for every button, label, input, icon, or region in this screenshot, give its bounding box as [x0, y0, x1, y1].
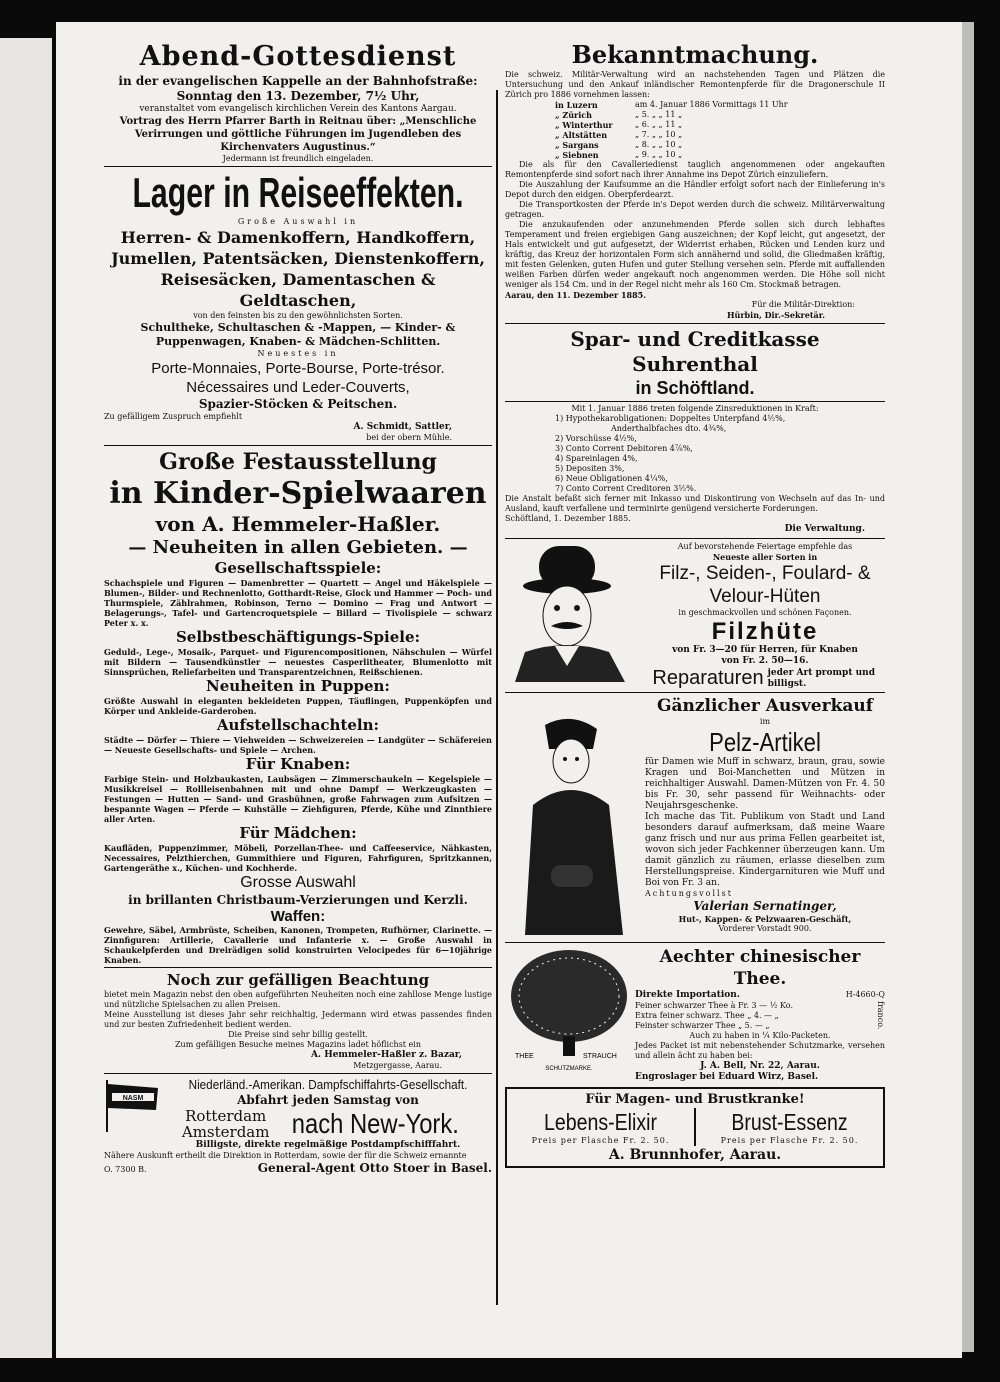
- lager-line5: Porte-Monnaies, Porte-Bourse, Porte-trésor.: [151, 360, 445, 377]
- bek-paragraphs: [505, 160, 885, 290]
- fest-section-text: Schachspiele und Figuren — Damenbretter — Quartett — Angel und Häkelspiele — Blumen-, Bilder- und Rechnenlotto, Gotthardt-Reise, Glock und Hammer — Poch- und Thurmspiele, Zählrahmen, Robinson, Terno — Domino — Frag und Antwort — Belagerungs-, Tafel- und Gartencroquetspiele — Billard — Tivolispiele — schwarz Peter x. x.: [104, 578, 492, 628]
- lager-signature: A. Schmidt, Sattler,: [353, 422, 452, 432]
- flag-text: NASM: [122, 1095, 144, 1102]
- bek-schedule: [505, 100, 885, 160]
- ad-bekanntmachung: [505, 40, 885, 320]
- elix-product-a: Lebens-Elixir: [543, 1109, 657, 1135]
- bek-paragraph: Die Transportkosten der Pferde in's Depot werden durch die schweiz. Militärverwaltung getragen.: [505, 200, 885, 219]
- hut-reparaturen: Reparaturen: [652, 667, 764, 689]
- hut-line1: Auf bevorstehende Feiertage empfehle das: [677, 542, 853, 551]
- spar-item: 5) Depositen 3%,: [555, 464, 625, 473]
- fest-waffen-heading: Waffen:: [270, 908, 326, 925]
- divider: [104, 445, 492, 446]
- ad-festausstellung: [104, 448, 492, 965]
- lager-line6: Nécessaires und Leder-Couverts,: [186, 379, 410, 396]
- fest-section-heading: Aufstellschachteln:: [216, 716, 380, 734]
- divider: [505, 538, 885, 539]
- ship-rotterdam: Rotterdam: [185, 1107, 267, 1125]
- ad-ausverkauf: [505, 695, 885, 939]
- left-column: [104, 40, 492, 1176]
- fest-title2: in Kinder-Spielwaaren: [109, 476, 487, 511]
- page-edge: [962, 22, 974, 1352]
- bek-text: Die schweiz. Militär-Verwaltung wird an nachstehenden Tagen und Plätzen die Untersuchung und den Ankauf inländischer Remontenpferde für die Dragonerschule II Zürich pro 1886 vornehmen lassen:: [505, 70, 885, 99]
- bek-time: „ 7. „ „ 10 „: [635, 130, 683, 139]
- thee-price-row: Extra feiner schwarz. Thee „ 4. — „: [635, 1011, 779, 1020]
- fest-sections: [104, 559, 492, 873]
- elix-heading: Für Magen- und Brustkranke!: [585, 1092, 805, 1107]
- lager-line8: Zu gefälligem Zuspruch empfiehlt: [104, 412, 243, 421]
- bek-time: „ 9. „ „ 10 „: [635, 150, 683, 159]
- ad-noch-beachtung: [104, 970, 492, 1071]
- bek-time: „ 8. „ „ 10 „: [635, 140, 683, 149]
- fest-title4: — Neuheiten in allen Gebieten. —: [128, 537, 468, 558]
- ship-agent: General-Agent Otto Stoer in Basel.: [257, 1161, 492, 1175]
- spar-heading2: in Schöftland.: [635, 378, 755, 398]
- thee-signature2: Engroslager bei Eduard Wirz, Basel.: [635, 1072, 819, 1082]
- lager-title: Lager in Reiseeffekten.: [132, 169, 464, 216]
- ship-code: O. 7300 B.: [104, 1165, 147, 1174]
- elix-divider: [694, 1108, 696, 1146]
- noch-text2: Meine Ausstellung ist dieses Jahr sehr reichhaltig, Jedermann wird etwas passendes finden und zur besten Zufriedenheit bedient werden.: [104, 1010, 492, 1029]
- noch-text4: Zum gefälligen Besuche meines Magazins ladet höflichst ein: [174, 1040, 422, 1049]
- fest-section-text: Geduld-, Lege-, Mosaik-, Parquet- und Figurencompositionen, Nähschulen — Würfel mit Bildern — Tausendkünstler — neuestes Casperlitheater, Blumenlotto mit Sinnsprüchen, Reliefarbeiten und Transparentzeichnen, Reißschienen.: [104, 647, 492, 677]
- tm-thee: THEE: [515, 1053, 534, 1060]
- fest-section-text: Farbige Stein- und Holzbaukasten, Laubsägen — Zimmerschaukeln — Kegelspiele — Musikkreisel — Rollleisenbahnen mit und ohne Dampf — Werkzeugkasten — Festungen — Hutten — Sand- und Grasbühnen, große Fahrwagen zum Aufsitzen — bespannte Wagen — Pferde — Kuhställe — Ziehfiguren, Pferde, Kühe und Zinnthiere aller Arten.: [104, 774, 492, 824]
- column-divider: [496, 90, 498, 1305]
- fest-waffen-text: Gewehre, Säbel, Armbrüste, Scheiben, Kanonen, Trompeten, Rufhörner, Clarinette. — Zinnfiguren: Artillerie, Cavallerie und Infanterie x. — Große Auswahl in Schaukelpferden und Dreirädigen solid konstruirten Velocipedes für 6—10jährige Knaben.: [104, 925, 492, 965]
- bek-paragraph: Die Auszahlung der Kaufsumme an die Händler erfolgt sofort nach der Einlieferung in's Depot durch den eidgen. Oberpferdearzt.: [505, 180, 885, 199]
- abend-line2: Sonntag den 13. Dezember, 7½ Uhr,: [176, 89, 420, 103]
- tm-strauch: STRAUCH: [583, 1053, 617, 1060]
- bek-date: Aarau, den 11. Dezember 1885.: [505, 290, 647, 300]
- ad-dampfschiff: [104, 1076, 492, 1176]
- spar-item: 7) Conto Corrent Creditoren 3½%.: [555, 484, 697, 493]
- elix-price-b: Preis per Flasche Fr. 2. 50.: [720, 1136, 859, 1145]
- divider: [505, 323, 885, 324]
- bek-place: „ Winterthur: [555, 120, 613, 130]
- ad-sparkasse: [505, 327, 885, 535]
- abend-line1: in der evangelischen Kappelle an der Bahnhofstraße:: [118, 74, 478, 88]
- abend-title: Abend-Gottesdienst: [139, 41, 457, 72]
- fest-grosse: Grosse Auswahl: [240, 874, 356, 891]
- bek-schedule-row: [555, 130, 885, 140]
- thee-price-row: Feinster schwarzer Thee „ 5. — „: [635, 1021, 770, 1030]
- aus-text3: Achtungsvollst: [645, 889, 733, 898]
- lager-signature2: bei der obern Mühle.: [366, 433, 452, 442]
- spar-text: Die Anstalt befaßt sich ferner mit Inkasso und Diskontirung von Wechseln auf das In- und Ausland, kauft verfallene und terminirte genügend versicherte Forderungen.: [505, 494, 885, 513]
- thee-signature: J. A. Bell, Nr. 22, Aarau.: [700, 1061, 820, 1071]
- bek-paragraph: Die anzukaufenden oder anzunehmenden Pferde sollen sich durch lebhaftes Temperament und freien ergiebigen Gang auszeichnen; der Kopf leicht, gut angesetzt, der Hals entwickelt und gut aufgesetzt, der Widerrist erhaben, Rücken und Lenden kurz und kräftig, das Kreuz der horizontalen Form sich annähernd und solid, die Gliedmaßen kräftig, mit festen Gelenken, guten Hufen und guter Stellung versehen sein. Pferde mit auffallenden weißen Farben dürfen weder angekauft noch angenommen werden. Die Höhe soll nicht weniger als 154 Cm. und in der Regel nicht mehr als 160 Cm. Stockmaß betragen.: [505, 220, 885, 289]
- spar-date: Schöftland, 1. Dezember 1885.: [505, 514, 631, 523]
- lager-sub: Große Auswahl in: [237, 217, 359, 226]
- aus-text2: Ich mache das Tit. Publikum von Stadt und Land besonders darauf aufmerksam, daß meine Waare ganz frisch und nur aus prima Fellen gearbeitet ist, wovon sich jeder Fachkenner überzeugen kann. Um damit gänzlich zu räumen, erlasse dieselben zum Herstellungspreise. Kindergarnituren wie Muff und Boi von Fr. 3 an.: [645, 812, 885, 888]
- bek-schedule-row: [555, 120, 885, 130]
- aus-heading: Gänzlicher Ausverkauf: [656, 696, 874, 716]
- aus-pelz: Pelz-Artikel: [709, 727, 821, 757]
- spar-heading1: Spar- und Creditkasse Suhrenthal: [570, 327, 820, 376]
- bek-for: Für die Militär-Direktion:: [751, 300, 855, 309]
- thee-line3: Jedes Packet ist mit nebenstehender Schutzmarke, versehen und allein ächt zu haben bei:: [635, 1041, 885, 1060]
- fest-title3: von A. Hemmeler-Haßler.: [155, 512, 441, 536]
- noch-signature2: Metzgergasse, Aarau.: [353, 1061, 442, 1070]
- ad-abend-gottesdienst: [104, 40, 492, 164]
- noch-text1: bietet mein Magazin nebst den oben aufgeführten Neuheiten noch eine zahllose Menge lustige und nützliche Spielsachen zu allen Preisen.: [104, 990, 492, 1009]
- aus-text1: für Damen wie Muff in schwarz, braun, grau, sowie Kragen und Boi-Manchetten und Mützen in reichhaltiger Auswahl. Damen-Mützen von Fr. 4. 50 bis Fr. 30, sehr passend für Weihnachts- oder Neujahrsgeschenke.: [645, 757, 885, 811]
- lager-line2: von den feinsten bis zu den gewöhnlichsten Sorten.: [193, 311, 403, 320]
- lager-line4: Neuestes in: [257, 349, 339, 358]
- spar-items: [505, 414, 885, 494]
- flag-icon: [104, 1076, 164, 1151]
- thee-franco: franco.: [876, 1001, 885, 1030]
- lager-line3: Schultheke, Schultaschen & -Mappen, — Kinder- & Puppenwagen, Knaben- & Mädchen-Schlitten.: [140, 321, 456, 348]
- hut-big2: Velour-Hüten: [709, 586, 821, 607]
- lager-items: Herren- & Damenkoffern, Handkoffern, Jumellen, Patentsäcken, Dienstenkoffern, Reisesäcken, Damentaschen & Geldtaschen,: [111, 228, 485, 310]
- lady-portrait: [505, 695, 645, 939]
- abend-line3: veranstaltet vom evangelisch kirchlichen Verein des Kantons Aargau.: [139, 104, 457, 114]
- divider: [505, 692, 885, 693]
- fest-section-heading: Für Knaben:: [245, 755, 351, 773]
- fest-section-heading: Neuheiten in Puppen:: [206, 677, 390, 695]
- elix-signature: A. Brunnhofer, Aarau.: [608, 1147, 782, 1163]
- fest-title1: Große Festausstellung: [159, 449, 437, 475]
- divider: [505, 942, 885, 943]
- bek-heading: Bekanntmachung.: [571, 40, 819, 69]
- ad-hutgeschaeft: [505, 542, 885, 690]
- ad-elixir: [505, 1087, 885, 1168]
- bek-paragraph: Die als für den Cavalleriedienst tauglich angenommenen oder angekauften Remontenpferde sind sofort nach ihrer Annahme ins Depot Zürich einzuliefern.: [505, 160, 885, 179]
- tm-schutzmarke: SCHUTZMARKE.: [545, 1066, 593, 1072]
- ship-newyork: nach New-York.: [292, 1108, 460, 1139]
- divider: [104, 166, 492, 167]
- thee-prices: [635, 1001, 873, 1031]
- hut-line2: Neueste aller Sorten in: [712, 552, 818, 562]
- thee-price-row: Feiner schwarzer Thee à Fr. 3 — ½ Ko.: [635, 1001, 794, 1010]
- bek-place: in Luzern: [555, 100, 598, 110]
- gentleman-portrait: [505, 542, 645, 690]
- bek-place: „ Sargans: [555, 140, 599, 150]
- bek-schedule-row: [555, 150, 885, 160]
- bek-place: „ Altstätten: [555, 130, 608, 140]
- hut-line3: in geschmackvollen und schönen Façonen.: [678, 608, 852, 617]
- spar-item: 4) Spareinlagen 4%,: [555, 454, 638, 463]
- aus-signature: Valerian Sernatinger,: [693, 899, 837, 913]
- tea-shrub-icon: [505, 946, 635, 1083]
- thee-line2: Auch zu haben in ¼ Kilo-Packeten.: [689, 1031, 831, 1040]
- bek-time: am 4. Januar 1886 Vormittags 11 Uhr: [635, 100, 788, 109]
- thee-line1: Direkte Importation.: [635, 990, 740, 1000]
- hut-filzhuete: Filzhüte: [711, 618, 819, 645]
- noch-signature: A. Hemmeler-Haßler z. Bazar,: [310, 1050, 462, 1060]
- adjacent-page-edge: [0, 38, 52, 1358]
- fest-section-text: Städte — Dörfer — Thiere — Viehweiden — Schweizereien — Landgüter — Schäfereien — Neueste Gesellschafts- und Spiele — Archen.: [104, 735, 492, 755]
- ad-lager-reiseeffekten: [104, 169, 492, 443]
- spar-item: 1) Hypothekarobligationen: Doppeltes Unterpfand 4½%,: [555, 414, 786, 423]
- ship-heading: Niederländ.-Amerikan. Dampfschiffahrts-Gesellschaft.: [188, 1077, 468, 1092]
- thee-code: H-4660-Q: [845, 990, 885, 999]
- fest-section-text: Größte Auswahl in eleganten bekleideten Puppen, Täuflingen, Puppenköpfen und Körper und Ankleide-Garderoben.: [104, 696, 492, 716]
- divider: [104, 967, 492, 968]
- aus-signature2: Hut-, Kappen- & Pelzwaaren-Geschäft,: [678, 914, 852, 924]
- bek-time: „ 5. „ „ 11 „: [635, 110, 683, 119]
- divider: [505, 401, 885, 402]
- fest-grosse2: in brillanten Christbaum-Verzierungen und Kerzli.: [128, 893, 468, 907]
- noch-text3: Die Preise sind sehr billig gestellt.: [228, 1030, 368, 1039]
- noch-heading: Noch zur gefälligen Beachtung: [166, 971, 430, 989]
- fest-section-heading: Gesellschaftsspiele:: [214, 559, 382, 577]
- elix-price-a: Preis per Flasche Fr. 2. 50.: [531, 1136, 670, 1145]
- spar-signature: Die Verwaltung.: [784, 524, 865, 534]
- aus-im: im: [759, 717, 771, 726]
- lager-line7: Spazier-Stöcken & Peitschen.: [198, 397, 398, 411]
- hut-big1: Filz-, Seiden-, Foulard- &: [659, 563, 871, 584]
- bek-schedule-row: [555, 140, 885, 150]
- divider: [104, 1073, 492, 1074]
- spar-item: 6) Neue Obligationen 4¼%,: [555, 474, 668, 483]
- bek-schedule-row: [555, 110, 885, 120]
- spar-item: 2) Vorschüsse 4½%,: [555, 434, 637, 443]
- ship-line1: Abfahrt jeden Samstag von: [237, 1093, 419, 1107]
- ship-amsterdam: Amsterdam: [181, 1123, 270, 1141]
- aus-signature3: Vorderer Vorstadt 900.: [718, 924, 812, 933]
- spar-intro: Mit 1. Januar 1886 treten folgende Zinsreduktionen in Kraft:: [571, 404, 819, 413]
- fest-section-heading: Für Mädchen:: [239, 824, 357, 842]
- hut-price1: von Fr. 3—20 für Herren, für Knaben: [672, 645, 858, 655]
- spar-item: 3) Conto Corrent Debitoren 4⅞%,: [555, 444, 693, 453]
- hut-price2: von Fr. 2. 50—16.: [721, 656, 809, 666]
- fest-section-text: Kaufläden, Puppenzimmer, Möbeli, Porzellan-Thee- und Caffeeservice, Nähkasten, Necessaires, Pelzthierchen, Gummithiere und Figuren, Fahrfiguren, Spritzkannen, Gartengeräthe x., Küchen- und Kochherde.: [104, 843, 492, 873]
- bek-place: „ Siebnen: [555, 150, 599, 160]
- bek-time: „ 6. „ „ 11 „: [635, 120, 683, 129]
- hut-reparaturen2: jeder Art prompt und billigst.: [767, 667, 876, 689]
- bek-signature: Hürbin, Dir.-Sekretär.: [726, 310, 825, 320]
- bek-place: „ Zürich: [555, 110, 592, 120]
- thee-heading: Aechter chinesischer Thee.: [659, 947, 861, 989]
- ship-line3: Nähere Auskunft ertheilt die Direktion in Rotterdam, sowie der für die Schweiz ernannte: [104, 1151, 467, 1160]
- bek-schedule-row: [555, 100, 885, 110]
- ship-line2: Billigste, direkte regelmäßige Postdampfschifffahrt.: [195, 1140, 461, 1150]
- ad-thee: [505, 946, 885, 1083]
- abend-line4: Vortrag des Herrn Pfarrer Barth in Reitnau über: „Menschliche Verirrungen und göttliche Führungen im Jugendleben des Kirchenvaters Augustinus.“: [119, 116, 477, 153]
- spar-item: Anderthalbfaches dto. 4¾%,: [611, 424, 727, 433]
- abend-line5: Jedermann ist freundlich eingeladen.: [222, 154, 374, 163]
- elix-product-b: Brust-Essenz: [731, 1109, 848, 1135]
- right-column: [505, 40, 885, 1168]
- fest-section-heading: Selbstbeschäftigungs-Spiele:: [175, 628, 421, 646]
